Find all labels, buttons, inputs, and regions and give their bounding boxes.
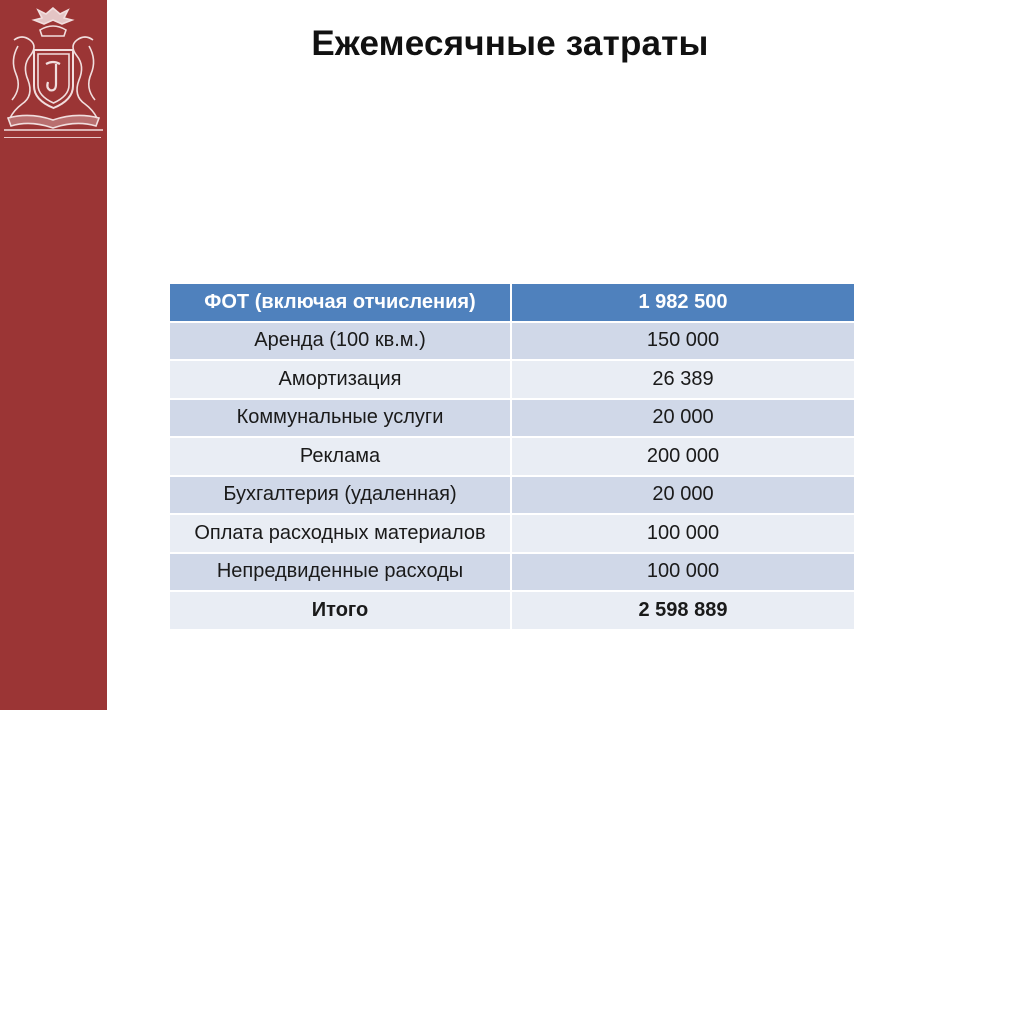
page-title: Ежемесячные затраты: [311, 24, 709, 63]
table-row: [170, 438, 854, 477]
row-value-cell: 20 000: [512, 477, 854, 516]
row-value-cell: 26 389: [512, 361, 854, 400]
header-value-cell: 1 982 500: [512, 284, 854, 323]
monthly-costs-table: [170, 284, 854, 631]
row-value-cell: 150 000: [512, 323, 854, 362]
row-value-cell: 20 000: [512, 400, 854, 439]
row-label-cell: Аренда (100 кв.м.): [170, 323, 512, 362]
university-crest-icon: [0, 0, 107, 140]
logo-divider: [4, 137, 101, 138]
table-row: [170, 515, 854, 554]
row-label-cell: Непредвиденные расходы: [170, 554, 512, 593]
row-value-cell: 100 000: [512, 515, 854, 554]
table-row: [170, 323, 854, 362]
header-label-cell: ФОТ (включая отчисления): [170, 284, 512, 323]
total-value-cell: 2 598 889: [512, 592, 854, 631]
row-label-cell: Реклама: [170, 438, 512, 477]
side-bar: [0, 0, 107, 710]
table-row: [170, 361, 854, 400]
total-label-cell: Итого: [170, 592, 512, 631]
table-header-row: [170, 284, 854, 323]
row-label-cell: Коммунальные услуги: [170, 400, 512, 439]
table-row: [170, 554, 854, 593]
row-value-cell: 200 000: [512, 438, 854, 477]
row-label-cell: Амортизация: [170, 361, 512, 400]
table-total-row: [170, 592, 854, 631]
table-row: [170, 400, 854, 439]
row-label-cell: Бухгалтерия (удаленная): [170, 477, 512, 516]
table-row: [170, 477, 854, 516]
row-value-cell: 100 000: [512, 554, 854, 593]
row-label-cell: Оплата расходных материалов: [170, 515, 512, 554]
